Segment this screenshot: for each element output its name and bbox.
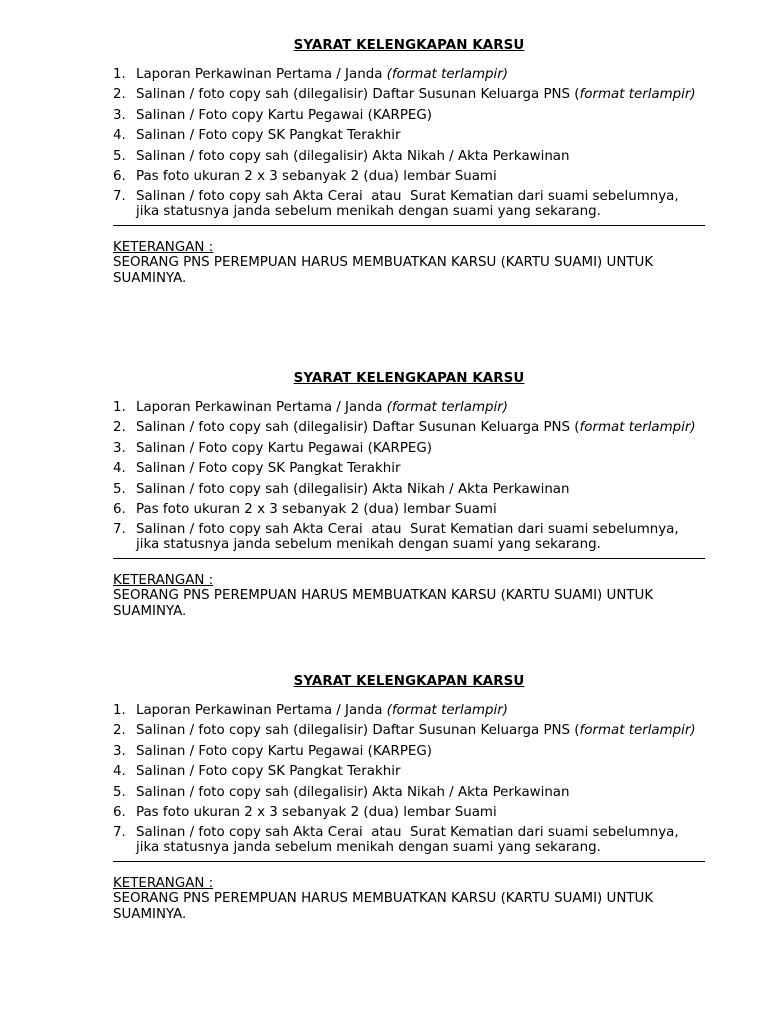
list-item (113, 149, 705, 164)
item-text: Salinan / foto copy sah (dilegalisir) Daftar Susunan Keluarga PNS ( (136, 723, 580, 739)
item-number: 5. (113, 784, 126, 800)
item-number: 3. (113, 743, 126, 759)
list-item (113, 482, 705, 497)
list-item (113, 441, 705, 456)
item-text: Salinan / Foto copy Kartu Pegawai (KARPEG) (136, 107, 432, 123)
list-item (113, 502, 705, 517)
item-text: Salinan / Foto copy SK Pangkat Terakhir (136, 764, 401, 780)
list-item (113, 805, 705, 820)
item-text: Pas foto ukuran 2 x 3 sebanyak 2 (dua) lembar Suami (136, 501, 497, 517)
item-number: 6. (113, 804, 126, 820)
item-number: 5. (113, 148, 126, 164)
list-item (113, 703, 705, 718)
item-number: 2. (113, 87, 126, 103)
item-text: Salinan / Foto copy SK Pangkat Terakhir (136, 128, 401, 144)
section-1 (113, 38, 705, 286)
section-title: SYARAT KELENGKAPAN KARSU (293, 38, 525, 53)
list-item (113, 67, 705, 82)
divider (113, 861, 705, 862)
item-number: 6. (113, 168, 126, 184)
item-text: Salinan / foto copy sah (dilegalisir) Daftar Susunan Keluarga PNS ( (136, 87, 580, 103)
item-text: Pas foto ukuran 2 x 3 sebanyak 2 (dua) lembar Suami (136, 168, 497, 184)
list-item (113, 128, 705, 143)
item-text: Salinan / foto copy sah Akta Cerai atau Surat Kematian dari suami sebelumnya, jika statusnya janda sebelum menikah dengan suami yang sekarang. (136, 825, 683, 856)
list-item (113, 744, 705, 759)
list-item (113, 189, 705, 219)
item-text: Salinan / Foto copy Kartu Pegawai (KARPEG) (136, 440, 432, 456)
item-number: 1. (113, 67, 126, 82)
item-number: 1. (113, 703, 126, 718)
item-text: Salinan / foto copy sah (dilegalisir) Akta Nikah / Akta Perkawinan (136, 148, 570, 164)
item-number: 1. (113, 400, 126, 415)
list-item (113, 461, 705, 476)
item-text: Salinan / Foto copy Kartu Pegawai (KARPEG) (136, 743, 432, 759)
note-text: SEORANG PNS PEREMPUAN HARUS MEMBUATKAN KARSU (KARTU SUAMI) UNTUK SUAMINYA. (113, 588, 654, 619)
item-text: Salinan / Foto copy SK Pangkat Terakhir (136, 461, 401, 477)
list-item (113, 420, 705, 435)
requirements-list (113, 400, 705, 552)
divider (113, 558, 705, 559)
note-text: SEORANG PNS PEREMPUAN HARUS MEMBUATKAN KARSU (KARTU SUAMI) UNTUK SUAMINYA. (113, 891, 654, 922)
item-number: 4. (113, 128, 126, 144)
item-text: Salinan / foto copy sah (dilegalisir) Akta Nikah / Akta Perkawinan (136, 784, 570, 800)
list-item (113, 522, 705, 552)
note-text: SEORANG PNS PEREMPUAN HARUS MEMBUATKAN KARSU (KARTU SUAMI) UNTUK SUAMINYA. (113, 255, 654, 286)
note-label: KETERANGAN : (113, 240, 214, 256)
note-label: KETERANGAN : (113, 876, 214, 892)
list-item (113, 169, 705, 184)
item-number: 3. (113, 440, 126, 456)
requirements-list (113, 703, 705, 855)
item-text: Laporan Perkawinan Pertama / Janda (136, 67, 387, 82)
section-title: SYARAT KELENGKAPAN KARSU (293, 371, 525, 386)
item-text: Laporan Perkawinan Pertama / Janda (136, 400, 387, 415)
list-item (113, 723, 705, 738)
item-number: 2. (113, 723, 126, 739)
item-number: 4. (113, 764, 126, 780)
list-item (113, 400, 705, 415)
note-label: KETERANGAN : (113, 573, 214, 589)
item-number: 5. (113, 481, 126, 497)
item-number: 4. (113, 461, 126, 477)
list-item (113, 764, 705, 779)
item-number: 3. (113, 107, 126, 123)
list-item (113, 108, 705, 123)
requirements-list (113, 67, 705, 219)
item-text: Laporan Perkawinan Pertama / Janda (136, 703, 387, 718)
section-2 (113, 371, 705, 619)
section-title: SYARAT KELENGKAPAN KARSU (293, 674, 525, 689)
item-number: 2. (113, 420, 126, 436)
item-text-italic: (format terlampir) (386, 400, 508, 415)
item-text-italic: format terlampir) (579, 420, 696, 436)
item-number: 7. (113, 189, 126, 205)
item-number: 7. (113, 522, 126, 538)
list-item (113, 87, 705, 102)
list-item (113, 825, 705, 855)
item-text: Pas foto ukuran 2 x 3 sebanyak 2 (dua) lembar Suami (136, 804, 497, 820)
item-text: Salinan / foto copy sah (dilegalisir) Akta Nikah / Akta Perkawinan (136, 481, 570, 497)
item-text: Salinan / foto copy sah Akta Cerai atau Surat Kematian dari suami sebelumnya, jika statusnya janda sebelum menikah dengan suami yang sekarang. (136, 522, 683, 553)
item-text-italic: (format terlampir) (386, 703, 508, 718)
item-text-italic: format terlampir) (579, 723, 696, 739)
item-text: Salinan / foto copy sah (dilegalisir) Daftar Susunan Keluarga PNS ( (136, 420, 580, 436)
list-item (113, 785, 705, 800)
item-text: Salinan / foto copy sah Akta Cerai atau Surat Kematian dari suami sebelumnya, jika statusnya janda sebelum menikah dengan suami yang sekarang. (136, 189, 683, 220)
section-3 (113, 674, 705, 922)
item-text-italic: (format terlampir) (386, 67, 508, 82)
item-number: 7. (113, 825, 126, 841)
item-number: 6. (113, 501, 126, 517)
item-text-italic: format terlampir) (579, 87, 696, 103)
divider (113, 225, 705, 226)
